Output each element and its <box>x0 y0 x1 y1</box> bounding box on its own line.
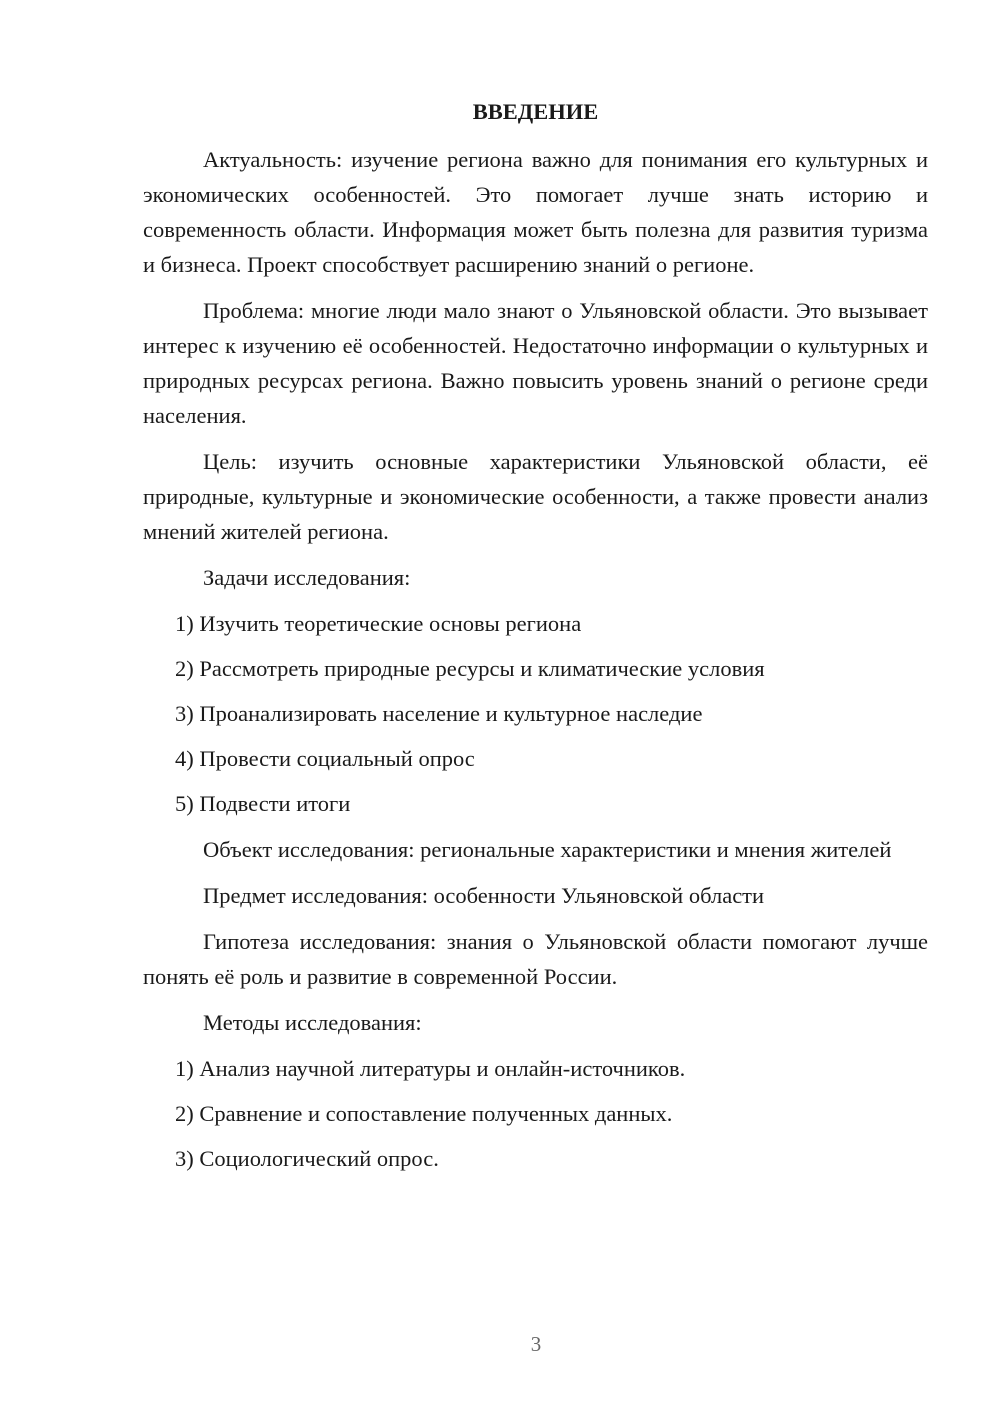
list-item: 1) Анализ научной литературы и онлайн-источников. <box>175 1056 686 1081</box>
goal-paragraph: Цель: изучить основные характеристики Ульяновской области, её природные, культурные и экономические особенности, а также провести анализ мнений жителей региона. <box>143 449 928 544</box>
page-content <box>143 94 928 1187</box>
list-item: 3) Проанализировать население и культурное наследие <box>175 701 703 726</box>
list-item: 2) Сравнение и сопоставление полученных данных. <box>175 1101 673 1126</box>
methods-list <box>143 1051 928 1176</box>
list-item: 3) Социологический опрос. <box>175 1146 439 1171</box>
list-item: 5) Подвести итоги <box>175 791 351 816</box>
list-item: 2) Рассмотреть природные ресурсы и климатические условия <box>175 656 765 681</box>
methods-heading: Методы исследования: <box>203 1010 422 1035</box>
page-number: 3 <box>530 1332 542 1356</box>
tasks-heading: Задачи исследования: <box>203 565 411 590</box>
list-item: 4) Провести социальный опрос <box>175 746 475 771</box>
list-item: 1) Изучить теоретические основы региона <box>175 611 582 636</box>
problem-paragraph: Проблема: многие люди мало знают о Ульяновской области. Это вызывает интерес к изучению её особенностей. Недостаточно информации о культурных и природных ресурсах региона. Важно повысить уровень знаний о регионе среди населения. <box>143 298 928 428</box>
relevance-paragraph: Актуальность: изучение региона важно для понимания его культурных и экономических особенностей. Это помогает лучше знать историю и современность области. Информация может быть полезна для развития туризма и бизнеса. Проект способствует расширению знаний о регионе. <box>143 147 928 277</box>
section-title: ВВЕДЕНИЕ <box>472 99 599 124</box>
subject-paragraph: Предмет исследования: особенности Ульяновской области <box>203 883 765 908</box>
hypothesis-paragraph: Гипотеза исследования: знания о Ульяновской области помогают лучше понять её роль и развитие в современной России. <box>143 929 928 989</box>
tasks-list <box>143 606 928 821</box>
object-paragraph: Объект исследования: региональные характеристики и мнения жителей <box>203 837 892 862</box>
